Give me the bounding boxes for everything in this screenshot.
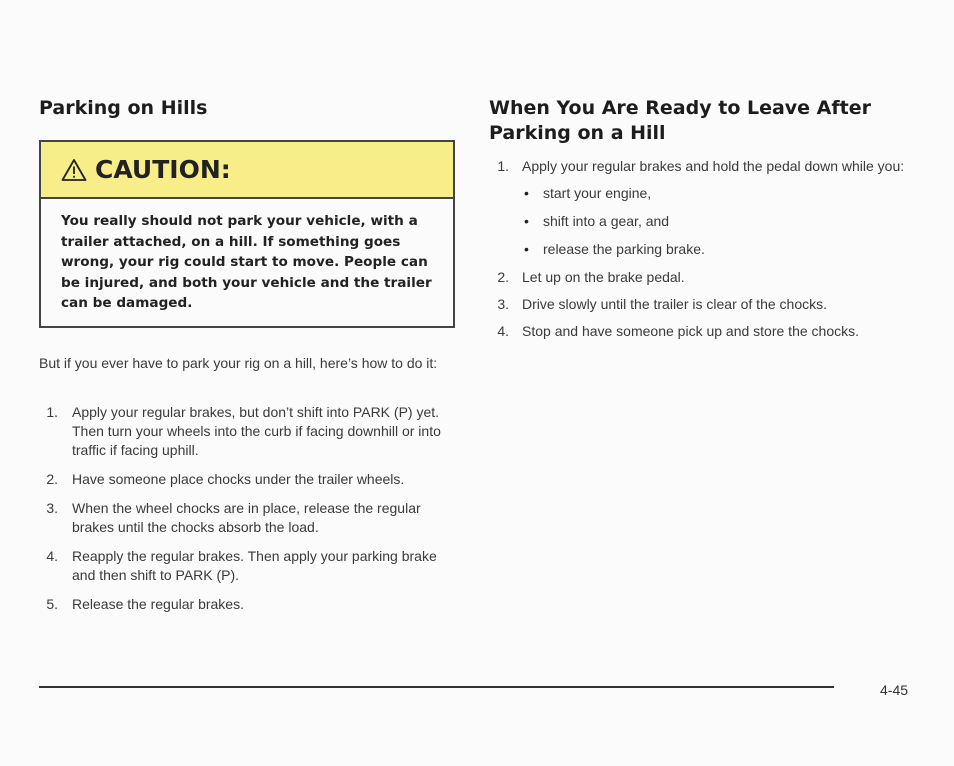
leaving-steps-list xyxy=(489,157,914,349)
list-item: 3. Drive slowly until the trailer is clear of the chocks. xyxy=(497,296,827,312)
caution-header xyxy=(41,142,453,199)
caution-text: You really should not park your vehicle, with a trailer attached, on a hill. If something goes wrong, your rig could start to move. People can be injured, and both your vehicle and the trailer can be damaged. xyxy=(61,213,432,311)
list-item: 4. Stop and have someone pick up and store the chocks. xyxy=(497,323,859,339)
list-item: 2. Let up on the brake pedal. xyxy=(497,269,685,285)
list-item: 3. When the wheel chocks are in place, release the regular brakes until the chocks absorb the load. xyxy=(46,500,421,535)
list-item: 5. Release the regular brakes. xyxy=(46,596,244,612)
list-item: 4. Reapply the regular brakes. Then apply your parking brake and then shift to PARK (P). xyxy=(46,548,437,583)
left-column xyxy=(39,96,461,121)
list-item: 1. Apply your regular brakes and hold the pedal down while you: • start your engine, • shift into a gear, and • release the parking brake. xyxy=(489,157,914,259)
parking-steps-list xyxy=(39,403,461,624)
section-heading-leave-after-parking: When You Are Ready to Leave After Parking on a Hill xyxy=(489,97,871,144)
footer-rule xyxy=(39,686,834,688)
bullet-list xyxy=(522,184,914,259)
bullet-item: • start your engine, xyxy=(522,184,914,203)
list-item: 2. Have someone place chocks under the trailer wheels. xyxy=(46,471,405,487)
bullet-item: • shift into a gear, and xyxy=(522,212,914,231)
list-item: 1. Apply your regular brakes, but don’t shift into PARK (P) yet. Then turn your wheels into the curb if facing downhill or into traffic if facing uphill. xyxy=(46,404,441,458)
caution-label: CAUTION: xyxy=(95,155,231,184)
right-column xyxy=(489,96,914,146)
caution-box xyxy=(39,140,455,328)
warning-triangle-icon xyxy=(61,158,87,182)
intro-paragraph: But if you ever have to park your rig on a hill, here’s how to do it: xyxy=(39,355,438,371)
bullet-item: • release the parking brake. xyxy=(522,240,914,259)
page-number: 4-45 xyxy=(880,682,909,698)
section-heading-parking-on-hills: Parking on Hills xyxy=(39,97,208,119)
